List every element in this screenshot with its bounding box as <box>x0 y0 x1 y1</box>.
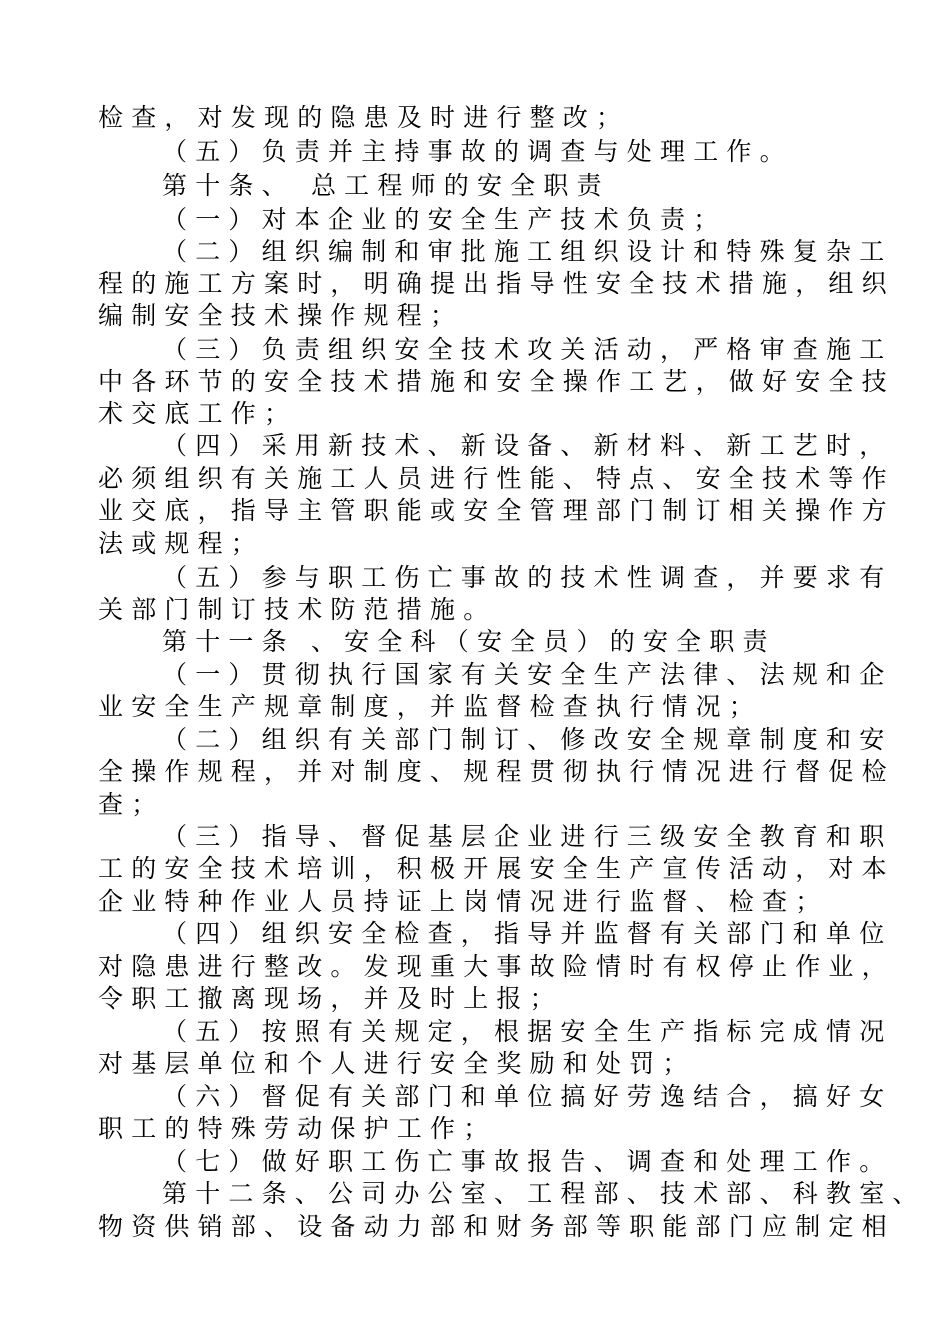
text-line: 术交底工作； <box>98 399 298 428</box>
text-line: 查； <box>98 790 165 819</box>
text-line: （五）负责并主持事故的调查与处理工作。 <box>162 137 793 166</box>
text-line: （四）组织安全检查，指导并监督有关部门和单位 <box>162 919 893 948</box>
text-line: 令职工撤离现场，并及时上报； <box>98 984 563 1013</box>
text-line: 工的安全技术培训，积极开展安全生产宣传活动，对本 <box>98 854 895 883</box>
text-line: 必须组织有关施工人员进行性能、特点、安全技术等作 <box>98 464 895 493</box>
text-line: （一）贯彻执行国家有关安全生产法律、法规和企 <box>162 660 893 689</box>
text-line: （四）采用新技术、新设备、新材料、新工艺时， <box>162 431 893 460</box>
text-line: 法或规程； <box>98 529 265 558</box>
text-line: （七）做好职工伤亡事故报告、调查和处理工作。 <box>162 1147 893 1176</box>
text-line: （五）按照有关规定，根据安全生产指标完成情况 <box>162 1017 893 1046</box>
text-line: 检查，对发现的隐患及时进行整改； <box>98 103 630 132</box>
section-heading: 第十二条、公司办公室、工程部、技术部、科教室、 <box>162 1179 926 1208</box>
text-line: 业安全生产规章制度，并监督检查执行情况； <box>98 692 763 721</box>
text-line: （五）参与职工伤亡事故的技术性调查，并要求有 <box>162 563 893 592</box>
text-line: 关部门制订技术防范措施。 <box>98 595 497 624</box>
text-line: （三）负责组织安全技术攻关活动，严格审查施工 <box>162 335 893 364</box>
text-line: （二）组织编制和审批施工组织设计和特殊复杂工 <box>162 237 893 266</box>
text-line: 企业特种作业人员持证上岗情况进行监督、检查； <box>98 887 829 916</box>
text-line: （三）指导、督促基层企业进行三级安全教育和职 <box>162 822 893 851</box>
text-line: （六）督促有关部门和单位搞好劳逸结合，搞好女 <box>162 1082 893 1111</box>
text-line: 业交底，指导主管职能或安全管理部门制订相关操作方 <box>98 496 895 525</box>
text-line: 全操作规程，并对制度、规程贯彻执行情况进行督促检 <box>98 757 895 786</box>
text-line: 物资供销部、设备动力部和财务部等职能部门应制定相 <box>98 1212 895 1241</box>
section-heading: 第十一条 、安全科（安全员）的安全职责 <box>162 627 776 656</box>
text-line: 职工的特殊劳动保护工作； <box>98 1114 497 1143</box>
text-line: （一）对本企业的安全生产技术负责； <box>162 205 727 234</box>
text-line: 程的施工方案时，明确提出指导性安全技术措施，组织 <box>98 269 895 298</box>
text-line: 中各环节的安全技术措施和安全操作工艺，做好安全技 <box>98 367 895 396</box>
text-line: 对隐患进行整改。发现重大事故险情时有权停止作业， <box>98 952 895 981</box>
text-line: 编制安全技术操作规程； <box>98 301 464 330</box>
text-line: 对基层单位和个人进行安全奖励和处罚； <box>98 1049 696 1078</box>
section-heading: 第十条、 总工程师的安全职责 <box>162 171 610 200</box>
text-line: （二）组织有关部门制订、修改安全规章制度和安 <box>162 725 893 754</box>
